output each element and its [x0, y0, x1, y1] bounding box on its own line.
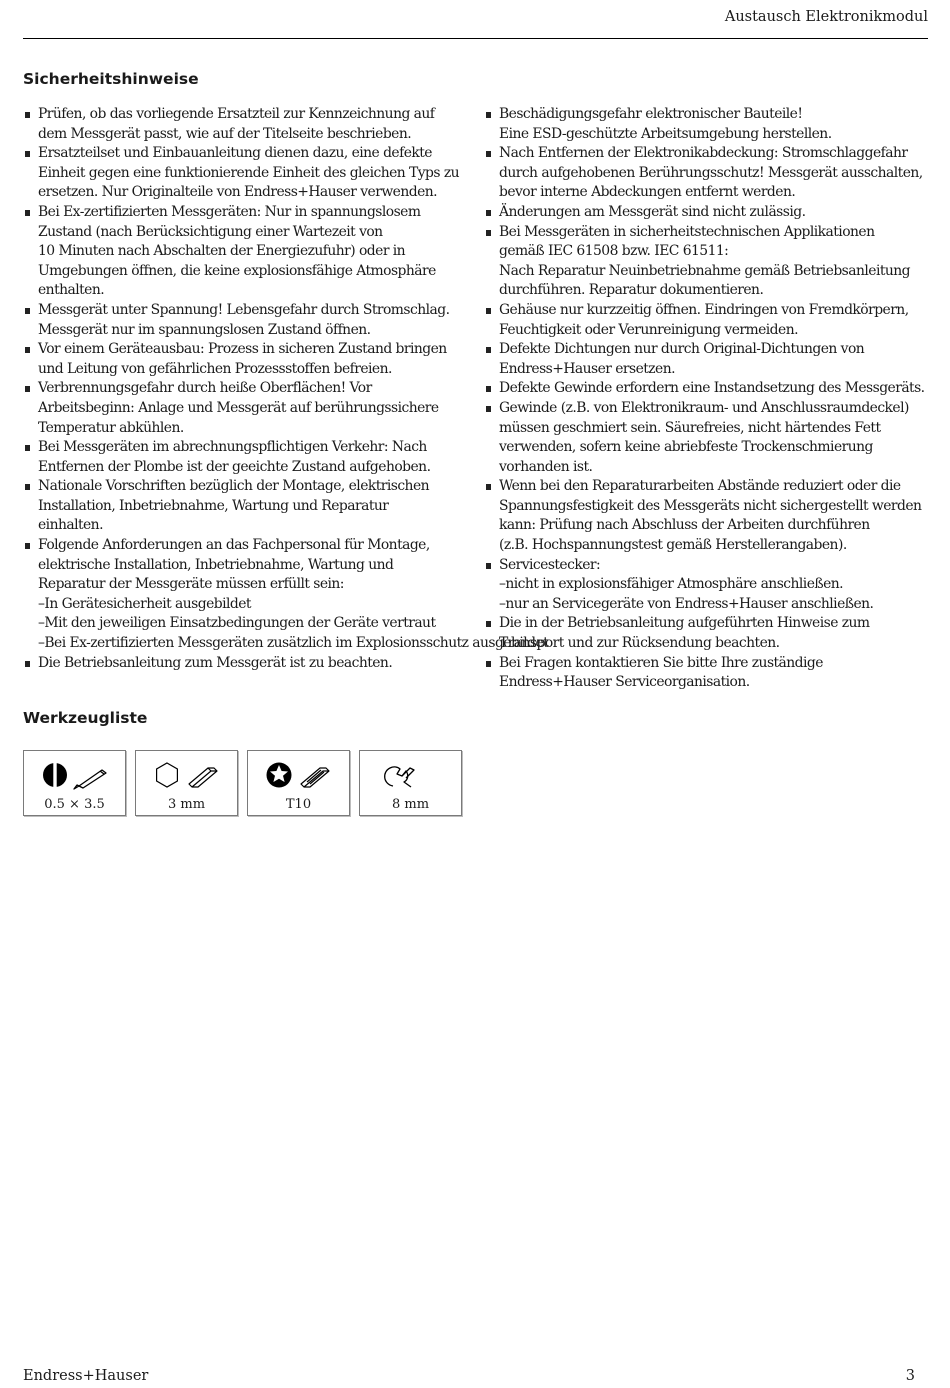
safety-note: [484, 340, 934, 379]
note-line: Gehäuse nur kurzzeitig öffnen. Eindringen von Fremdkörpern,: [499, 301, 909, 318]
safety-heading: Sicherheitshinweise: [23, 70, 199, 88]
torx-screwdriver-icon: [266, 760, 334, 790]
tool-label: 8 mm: [391, 797, 430, 812]
tool-label: T10: [285, 797, 312, 812]
safety-note: [484, 556, 934, 615]
safety-note: [23, 379, 473, 438]
note-line: durch aufgehobenen Berührungsschutz! Messgerät ausschalten,: [499, 164, 923, 181]
safety-note: [23, 105, 473, 144]
tool-label: 0.5 × 3.5: [44, 797, 105, 812]
note-line: Beschädigungsgefahr elektronischer Bauteile!: [499, 106, 803, 122]
note-line: müssen geschmiert sein. Säurefreies, nicht härtendes Fett: [499, 419, 881, 436]
note-line: Ersatzteilset und Einbauanleitung dienen dazu, eine defekte: [38, 145, 432, 162]
note-line: Umgebungen öffnen, die keine explosionsfähige Atmosphäre: [38, 262, 436, 279]
safety-note: [23, 203, 473, 301]
tool-hex-key: [135, 750, 238, 816]
note-line: Bei Ex-zertifizierten Messgeräten: Nur in spannungslosem: [38, 203, 421, 220]
note-line: Folgende Anforderungen an das Fachpersonal für Montage,: [38, 537, 430, 554]
note-line: Die in der Betriebsanleitung aufgeführten Hinweise zum: [499, 615, 870, 632]
safety-note: [23, 654, 473, 674]
tool-torx: [247, 750, 350, 816]
note-line: Prüfen, ob das vorliegende Ersatzteil zur Kennzeichnung auf: [38, 106, 435, 122]
note-line: ersetzen. Nur Originalteile von Endress+Hauser verwenden.: [38, 184, 438, 201]
note-line: Vor einem Geräteausbau: Prozess in sicheren Zustand bringen: [38, 341, 447, 358]
note-line: vorhanden ist.: [499, 458, 593, 475]
note-line: Messgerät nur im spannungslosen Zustand öffnen.: [38, 321, 371, 338]
hex-key-icon: [154, 760, 222, 790]
note-line: Bei Messgeräten in sicherheitstechnischen Applikationen: [499, 223, 875, 240]
safety-list-right: [484, 105, 934, 693]
safety-note: [484, 203, 934, 223]
note-line: enthalten.: [38, 282, 105, 299]
note-line: Spannungsfestigkeit des Messgeräts nicht sichergestellt werden: [499, 497, 922, 514]
note-line: Defekte Dichtungen nur durch Original-Dichtungen von: [499, 341, 865, 358]
safety-note: [484, 223, 934, 301]
note-subitem: –In Gerätesicherheit ausgebildet: [38, 595, 251, 612]
note-line: Reparatur der Messgeräte müssen erfüllt sein:: [38, 576, 344, 593]
note-line: Feuchtigkeit oder Verunreinigung vermeiden.: [499, 321, 798, 338]
note-line: Gewinde (z.B. von Elektronikraum- und Anschlussraumdeckel): [499, 399, 909, 416]
safety-note: [484, 654, 934, 693]
flat-screwdriver-icon: [42, 760, 110, 790]
safety-note: [23, 438, 473, 477]
safety-note: [484, 144, 934, 203]
note-line: verwenden, sofern keine abriebfeste Trockenschmierung: [499, 439, 873, 456]
note-line: Servicestecker:: [499, 556, 601, 573]
note-line: Messgerät unter Spannung! Lebensgefahr durch Stromschlag.: [38, 301, 450, 318]
tool-list: [23, 750, 462, 816]
safety-note: [23, 536, 549, 654]
tool-label: 3 mm: [167, 797, 206, 812]
note-line: Transport und zur Rücksendung beachten.: [499, 635, 780, 652]
note-line: Entfernen der Plombe ist der geeichte Zustand aufgehoben.: [38, 458, 431, 475]
note-line: kann: Prüfung nach Abschluss der Arbeiten durchführen: [499, 517, 870, 534]
safety-note: [484, 477, 934, 555]
header-rule: [23, 38, 928, 39]
note-line: Änderungen am Messgerät sind nicht zulässig.: [499, 203, 806, 220]
page-number: 3: [905, 1368, 915, 1384]
note-line: dem Messgerät passt, wie auf der Titelseite beschrieben.: [38, 125, 412, 142]
note-line: Verbrennungsgefahr durch heiße Oberflächen! Vor: [38, 380, 372, 397]
open-end-wrench-icon: [378, 760, 446, 790]
safety-note: [484, 379, 934, 399]
note-line: 10 Minuten nach Abschalten der Energiezufuhr) oder in: [38, 243, 406, 260]
safety-note: [23, 144, 473, 203]
note-line: Nach Entfernen der Elektronikabdeckung: Stromschlaggefahr: [499, 145, 908, 162]
note-line: Nach Reparatur Neuinbetriebnahme gemäß Betriebsanleitung: [499, 262, 911, 279]
note-line: einhalten.: [38, 517, 103, 534]
safety-note: [484, 614, 934, 653]
note-line: bevor interne Abdeckungen entfernt werden.: [499, 184, 796, 201]
note-line: Die Betriebsanleitung zum Messgerät ist zu beachten.: [38, 654, 393, 671]
note-line: Nationale Vorschriften bezüglich der Montage, elektrischen: [38, 478, 430, 495]
safety-note: [23, 301, 473, 340]
safety-note: [484, 399, 934, 477]
note-line: und Leitung von gefährlichen Prozessstoffen befreien.: [38, 360, 392, 377]
safety-note: [23, 340, 473, 379]
note-line: Wenn bei den Reparaturarbeiten Abstände reduziert oder die: [499, 478, 901, 495]
note-subitem: –Bei Ex-zertifizierten Messgeräten zusätzlich im Explosionsschutz ausgebildet: [38, 635, 549, 652]
note-line: Endress+Hauser Serviceorganisation.: [499, 674, 750, 691]
note-line: Temperatur abkühlen.: [38, 419, 184, 436]
note-line: Bei Messgeräten im abrechnungspflichtigen Verkehr: Nach: [38, 439, 427, 456]
note-line: Endress+Hauser ersetzen.: [499, 360, 675, 377]
safety-note: [484, 301, 934, 340]
tool-wrench: [359, 750, 462, 816]
note-line: Defekte Gewinde erfordern eine Instandsetzung des Messgeräts.: [499, 380, 925, 397]
tool-flat-screwdriver: [23, 750, 126, 816]
note-line: Eine ESD-geschützte Arbeitsumgebung herstellen.: [499, 125, 832, 142]
note-subitem: –nur an Servicegeräte von Endress+Hauser anschließen.: [499, 595, 874, 612]
note-line: Arbeitsbeginn: Anlage und Messgerät auf berührungssichere: [38, 399, 439, 416]
note-line: Installation, Inbetriebnahme, Wartung und Reparatur: [38, 497, 389, 514]
note-line: Einheit gegen eine funktionierende Einheit des gleichen Typs zu: [38, 164, 460, 181]
header-title: Austausch Elektronikmodul: [724, 9, 928, 25]
note-line: Bei Fragen kontaktieren Sie bitte Ihre zuständige: [499, 654, 823, 671]
note-subitem: –nicht in explosionsfähiger Atmosphäre anschließen.: [499, 576, 844, 593]
note-line: elektrische Installation, Inbetriebnahme, Wartung und: [38, 556, 394, 573]
note-line: gemäß IEC 61508 bzw. IEC 61511:: [499, 243, 729, 260]
safety-note: [484, 105, 934, 144]
note-line: Zustand (nach Berücksichtigung einer Wartezeit von: [38, 223, 383, 240]
safety-note: [23, 477, 473, 536]
note-subitem: –Mit den jeweiligen Einsatzbedingungen der Geräte vertraut: [38, 615, 436, 632]
note-line: durchführen. Reparatur dokumentieren.: [499, 282, 764, 299]
footer-brand: Endress+Hauser: [23, 1368, 149, 1384]
note-line: (z.B. Hochspannungstest gemäß Herstellerangaben).: [499, 537, 847, 554]
tools-heading: Werkzeugliste: [23, 709, 148, 727]
